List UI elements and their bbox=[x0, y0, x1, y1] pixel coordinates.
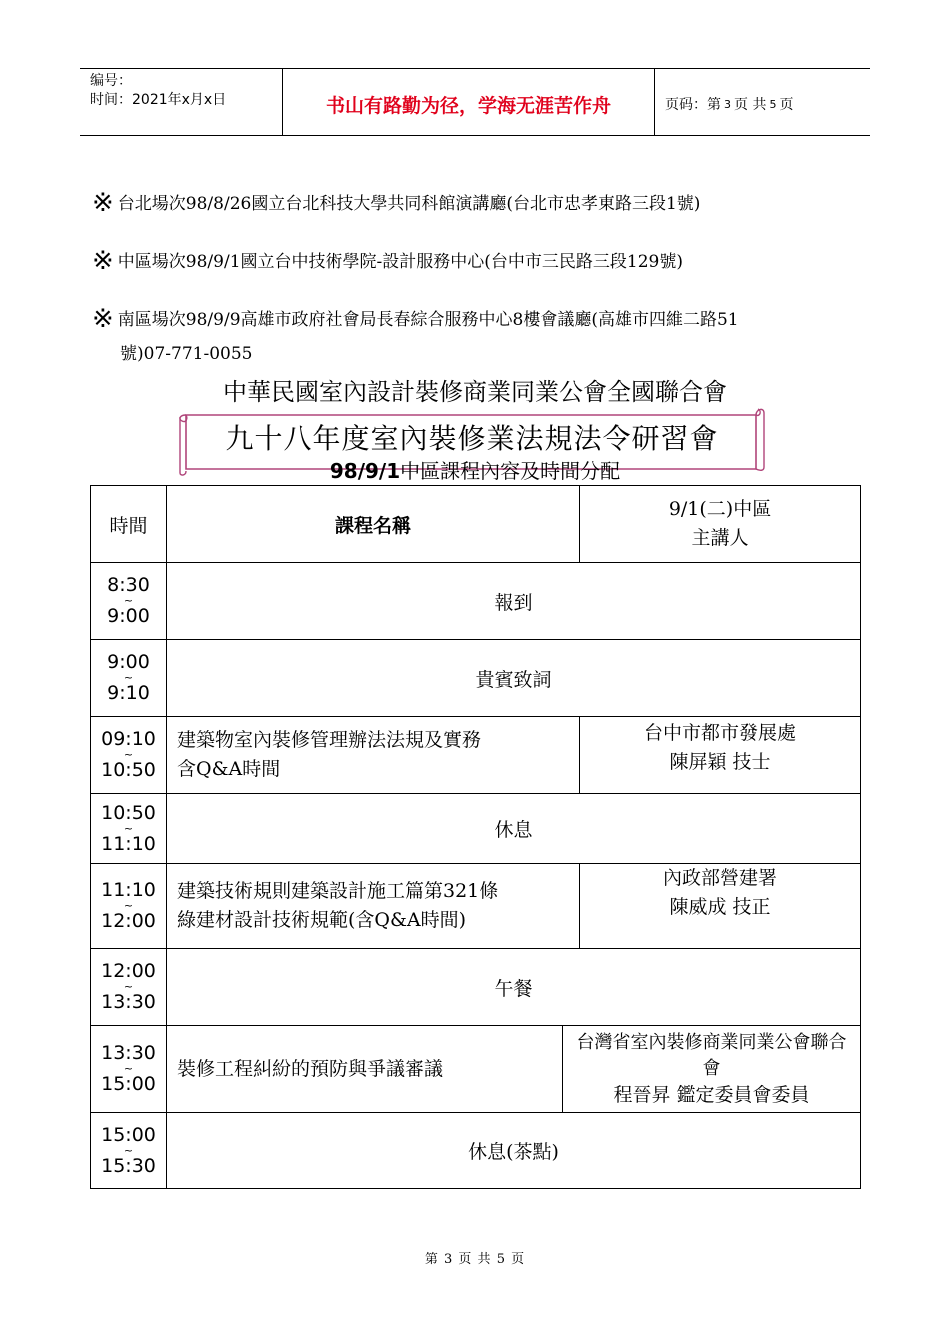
subtitle-text: 中區課程內容及時間分配 bbox=[400, 459, 621, 483]
time-end: 13:30 bbox=[101, 991, 156, 1013]
schedule-table bbox=[90, 485, 861, 1189]
time-cell bbox=[91, 640, 167, 717]
time-label: 时间：2021年x月x日 bbox=[90, 92, 227, 108]
schedule-subtitle bbox=[0, 458, 950, 484]
time-start: 9:00 bbox=[107, 651, 150, 673]
time-tilde: ~ bbox=[123, 748, 134, 761]
page-footer bbox=[0, 1248, 950, 1267]
footer-suffix: 页 bbox=[511, 1252, 526, 1267]
time-start: 11:10 bbox=[101, 879, 156, 901]
speaker-org: 內政部營建署 bbox=[663, 867, 778, 889]
table-row bbox=[91, 717, 861, 794]
speaker-name: 程晉昇 鑑定委員會委員 bbox=[613, 1084, 810, 1106]
venue-taipei bbox=[92, 186, 700, 221]
header-course: 課程名稱 bbox=[167, 486, 580, 563]
time-end: 11:10 bbox=[101, 832, 156, 855]
table-row bbox=[91, 563, 861, 640]
time-cell bbox=[91, 794, 167, 864]
course-cell: 貴賓致詞 bbox=[167, 640, 861, 717]
time-tilde: ~ bbox=[123, 899, 134, 912]
reference-mark-icon: ※ bbox=[92, 246, 114, 276]
time-start: 12:00 bbox=[101, 960, 156, 982]
footer-current: 3 bbox=[444, 1252, 454, 1267]
speaker-org-cont: 會 bbox=[702, 1058, 721, 1079]
time-end: 9:00 bbox=[107, 605, 150, 627]
table-row bbox=[91, 949, 861, 1026]
subtitle-date: 98/9/1 bbox=[329, 459, 401, 483]
time-cell bbox=[91, 949, 167, 1026]
header-motto: 书山有路勤为径，学海无涯苦作舟 bbox=[283, 69, 655, 135]
time-start: 10:50 bbox=[101, 801, 156, 824]
course-line: 綠建材設計技術規範(含Q&A時間) bbox=[177, 909, 467, 931]
course-cell: 報到 bbox=[167, 563, 861, 640]
course-cell bbox=[167, 864, 580, 949]
speaker-org: 台灣省室內裝修商業同業公會聯合 bbox=[576, 1032, 847, 1053]
event-title: 九十八年度室內裝修業法規法令研習會 bbox=[225, 422, 719, 455]
time-tilde: ~ bbox=[123, 671, 134, 684]
venue-text: 中區場次98/9/1國立台中技術學院-設計服務中心(台中市三民路三段129號) bbox=[117, 252, 683, 272]
footer-prefix: 第 bbox=[424, 1252, 439, 1267]
header-speaker bbox=[580, 486, 861, 563]
time-cell bbox=[91, 864, 167, 949]
speaker-name: 陳屏穎 技士 bbox=[669, 751, 771, 773]
number-label: 编号： bbox=[90, 73, 132, 89]
page-header bbox=[80, 68, 870, 136]
time-start: 15:00 bbox=[101, 1123, 156, 1146]
time-cell bbox=[91, 1026, 167, 1113]
reference-mark-icon: ※ bbox=[92, 188, 114, 218]
speaker-cell bbox=[563, 1026, 861, 1113]
time-tilde: ~ bbox=[123, 1062, 134, 1075]
speaker-cell bbox=[580, 864, 861, 949]
time-cell bbox=[91, 717, 167, 794]
course-cell: 裝修工程糾紛的預防與爭議審議 bbox=[167, 1026, 563, 1113]
header-meta bbox=[80, 69, 283, 135]
table-row bbox=[91, 864, 861, 949]
time-tilde: ~ bbox=[123, 980, 134, 993]
header-page-number bbox=[665, 69, 870, 137]
footer-total: 5 bbox=[496, 1252, 506, 1267]
time-cell bbox=[91, 1113, 167, 1189]
time-tilde: ~ bbox=[123, 594, 134, 607]
reference-mark-icon: ※ bbox=[92, 304, 114, 334]
speaker-cell bbox=[580, 717, 861, 794]
header-time: 時間 bbox=[91, 486, 167, 563]
time-tilde: ~ bbox=[123, 821, 134, 835]
speaker-name: 陳威成 技正 bbox=[669, 896, 771, 918]
time-start: 13:30 bbox=[101, 1042, 156, 1064]
time-tilde: ~ bbox=[123, 1143, 134, 1157]
table-row bbox=[91, 1113, 861, 1189]
speaker-org: 台中市都市發展處 bbox=[644, 722, 797, 744]
course-cell bbox=[167, 717, 580, 794]
footer-mid: 页 共 bbox=[458, 1252, 492, 1267]
time-end: 10:50 bbox=[101, 759, 156, 781]
venue-text: 台北場次98/8/26國立台北科技大學共同科館演講廳(台北市忠孝東路三段1號) bbox=[117, 194, 701, 214]
table-header-row bbox=[91, 486, 861, 563]
time-end: 12:00 bbox=[101, 910, 156, 932]
organization-name: 中華民國室內設計裝修商業同業公會全國聯合會 bbox=[223, 378, 727, 406]
header-speaker-label: 主講人 bbox=[691, 527, 749, 549]
table-row bbox=[91, 1026, 861, 1113]
course-line: 建築技術規則建築設計施工篇第321條 bbox=[177, 880, 499, 902]
page-current: 3 bbox=[724, 97, 731, 111]
venue-south bbox=[92, 302, 739, 371]
table-row bbox=[91, 794, 861, 864]
venue-central bbox=[92, 244, 683, 279]
time-cell bbox=[91, 563, 167, 640]
course-line: 建築物室內裝修管理辦法法規及實務 bbox=[177, 729, 482, 751]
page-total: 5 bbox=[769, 97, 777, 111]
page-mid: 页 共 bbox=[734, 97, 767, 113]
page-prefix: 页码：第 bbox=[665, 97, 721, 113]
time-end: 15:00 bbox=[101, 1073, 156, 1095]
time-start: 09:10 bbox=[101, 728, 156, 750]
course-line: 含Q&A時間 bbox=[177, 758, 281, 780]
page-suffix: 页 bbox=[779, 97, 794, 113]
venue-text-continuation: 號)07-771-0055 bbox=[120, 344, 253, 364]
course-cell: 休息 bbox=[167, 794, 861, 864]
header-speaker-date: 9/1(二)中區 bbox=[668, 498, 772, 520]
course-cell: 休息(茶點) bbox=[167, 1113, 861, 1189]
time-start: 8:30 bbox=[107, 574, 150, 596]
table-row bbox=[91, 640, 861, 717]
venue-text: 南區場次98/9/9高雄市政府社會局長春綜合服務中心8樓會議廳(高雄市四維二路51 bbox=[117, 310, 739, 330]
time-end: 9:10 bbox=[107, 682, 150, 704]
course-cell: 午餐 bbox=[167, 949, 861, 1026]
time-end: 15:30 bbox=[101, 1154, 156, 1177]
